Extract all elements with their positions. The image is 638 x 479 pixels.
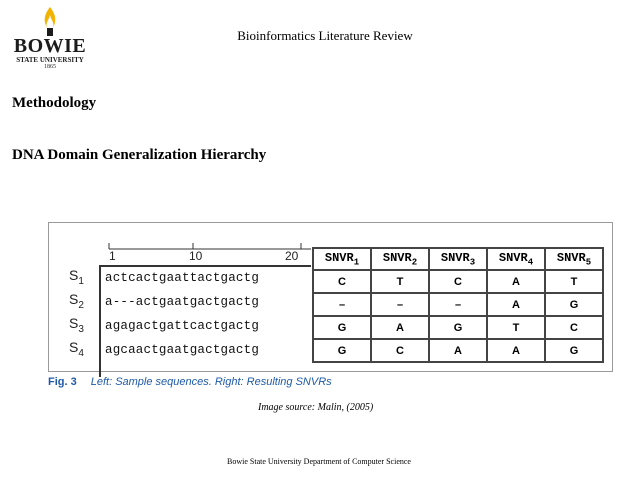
table-cell: A (487, 270, 545, 293)
section-heading-methodology: Methodology (12, 95, 97, 111)
table-cell: G (545, 339, 603, 362)
figure-number: Fig. 3 (48, 376, 77, 388)
sequence-row: a---actgaatgactgactg (105, 295, 260, 309)
page-footer: Bowie State University Department of Computer Science (227, 457, 411, 466)
snvr-header: $SNVR_4$ (487, 248, 545, 270)
table-row (313, 339, 603, 362)
ruler-label: 20 (285, 249, 299, 263)
sequence-row: actcactgaattactgactg (105, 271, 260, 285)
table-row (313, 316, 603, 339)
snvr-header: $SNVR_3$ (429, 248, 487, 270)
logo-subtitle: STATE UNIVERSITY (16, 56, 84, 64)
ruler-label: 10 (189, 249, 203, 263)
snvr-header: $SNVR_1$ (313, 248, 371, 270)
table-cell: C (545, 316, 603, 339)
table-cell: A (487, 339, 545, 362)
sequence-label: $S_3$ (69, 315, 84, 335)
ruler-label: 1 (109, 249, 116, 263)
logo-year: 1865 (44, 64, 56, 70)
page-header-title: Bioinformatics Literature Review (237, 28, 413, 43)
sequence-row: agcaactgaatgactgactg (105, 343, 260, 357)
table-cell: G (429, 316, 487, 339)
figure-snvr (40, 216, 614, 396)
table-cell: C (429, 270, 487, 293)
table-cell: G (313, 339, 371, 362)
table-cell: A (487, 293, 545, 316)
table-cell: T (487, 316, 545, 339)
table-cell: C (313, 270, 371, 293)
table-cell: – (371, 293, 429, 316)
image-source-note: Image source: Malin, (2005) (258, 402, 374, 413)
snvr-table (312, 247, 604, 363)
snvr-header: $SNVR_2$ (371, 248, 429, 270)
sequence-row: agagactgattcactgactg (105, 319, 260, 333)
table-cell: T (545, 270, 603, 293)
table-cell: G (545, 293, 603, 316)
ruler-ticks (105, 239, 315, 251)
table-cell: C (371, 339, 429, 362)
table-cell: G (313, 316, 371, 339)
sequence-label: $S_2$ (69, 291, 84, 311)
figure-caption (48, 376, 332, 388)
table-row (313, 293, 603, 316)
table-row (313, 270, 603, 293)
snvr-header: $SNVR_5$ (545, 248, 603, 270)
table-cell: – (429, 293, 487, 316)
table-cell: A (429, 339, 487, 362)
logo-wordmark: BOWIE (13, 35, 87, 57)
figure-frame (48, 222, 613, 372)
table-cell: T (371, 270, 429, 293)
sequence-label: $S_4$ (69, 339, 84, 359)
section-heading-dna-hierarchy: DNA Domain Generalization Hierarchy (12, 147, 267, 163)
sequence-label: $S_1$ (69, 267, 84, 287)
figure-caption-text: Left: Sample sequences. Right: Resulting SNVRs (90, 376, 332, 388)
table-cell: – (313, 293, 371, 316)
table-cell: A (371, 316, 429, 339)
